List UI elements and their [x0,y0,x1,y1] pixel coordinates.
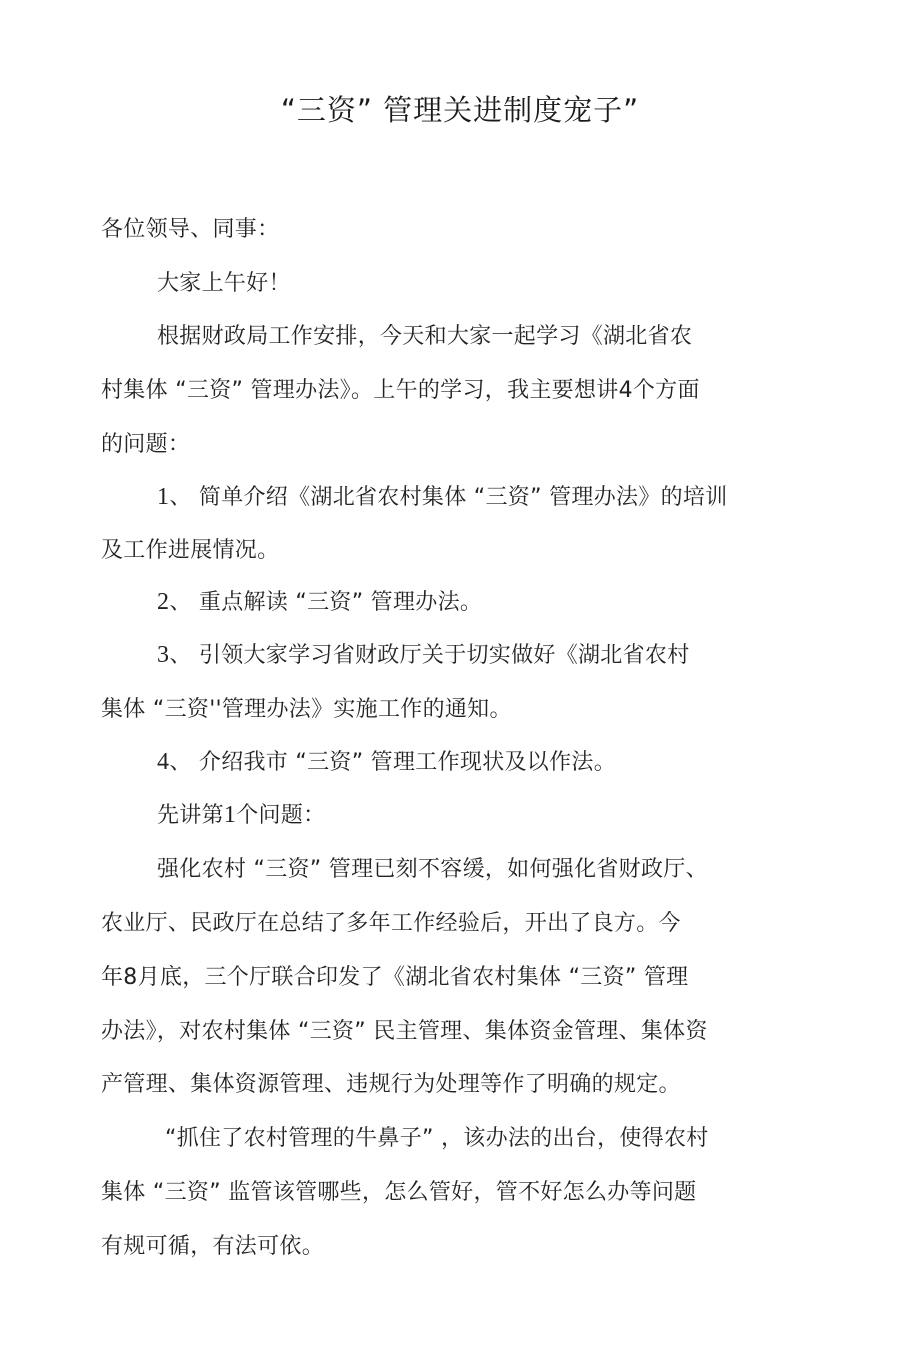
para1-line-5: 产管理、集体资源管理、违规行为处理等作了明确的规定。 [101,1072,681,1097]
list-item-number: 2 [157,589,170,615]
first-question-prefix: 先讲第 [157,803,224,828]
para2-line-3: 有规可循，有法可依。 [101,1234,325,1259]
list-item-number: 4 [157,749,170,775]
list-item-3-continuation: 集体 “三资''管理办法》实施工作的通知。 [101,697,512,722]
list-item-text: 、 简单介绍《湖北省农村集体 “三资” 管理办法》的培训 [169,485,728,510]
list-item-text: 、 引领大家学习省财政厅关于切实做好《湖北省农村 [169,643,690,668]
para1-line-1: 强化农村 “三资” 管理已刻不容缓，如何强化省财政厅、 [157,857,708,882]
list-item-text: 、 重点解读 “三资” 管理办法。 [169,590,483,615]
para2-line-2: 集体 “三资” 监管该管哪些，怎么管好，管不好怎么办等问题 [101,1180,697,1205]
para1-line-4: 办法》，对农村集体 “三资” 民主管理、集体资金管理、集体资 [101,1019,708,1044]
intro-line-2: 村集体 “三资” 管理办法》。上午的学习，我主要想讲4个方面 [101,378,700,403]
salutation: 各位领导、同事： [101,217,280,242]
list-item-number: 3 [157,642,170,668]
list-item-3 [157,638,690,669]
document-title: “三资” 管理关进制度宠子” [280,93,640,127]
intro-line-3: 的问题： [101,432,191,457]
para1-line-3: 年8月底，三个厅联合印发了《湖北省农村集体 “三资” 管理 [101,965,689,990]
list-item-2 [157,585,482,616]
greeting: 大家上午好！ [157,271,291,296]
first-question-suffix: 个问题： [236,803,326,828]
para1-line-2: 农业厅、民政厅在总结了多年工作经验后，开出了良方。今 [101,911,681,936]
list-item-text: 、 介绍我市 “三资” 管理工作现状及以作法。 [169,750,616,775]
first-question-line [157,798,325,829]
list-item-1 [157,480,728,511]
list-item-4 [157,745,616,776]
list-item-number: 1 [157,484,170,510]
para2-line-1: “抓住了农村管理的牛鼻子” ，该办法的出台，使得农村 [165,1126,709,1151]
intro-line-1: 根据财政局工作安排，今天和大家一起学习《湖北省农 [157,324,693,349]
list-item-1-continuation: 及工作进展情况。 [101,538,280,563]
first-question-number: 1 [223,802,237,828]
